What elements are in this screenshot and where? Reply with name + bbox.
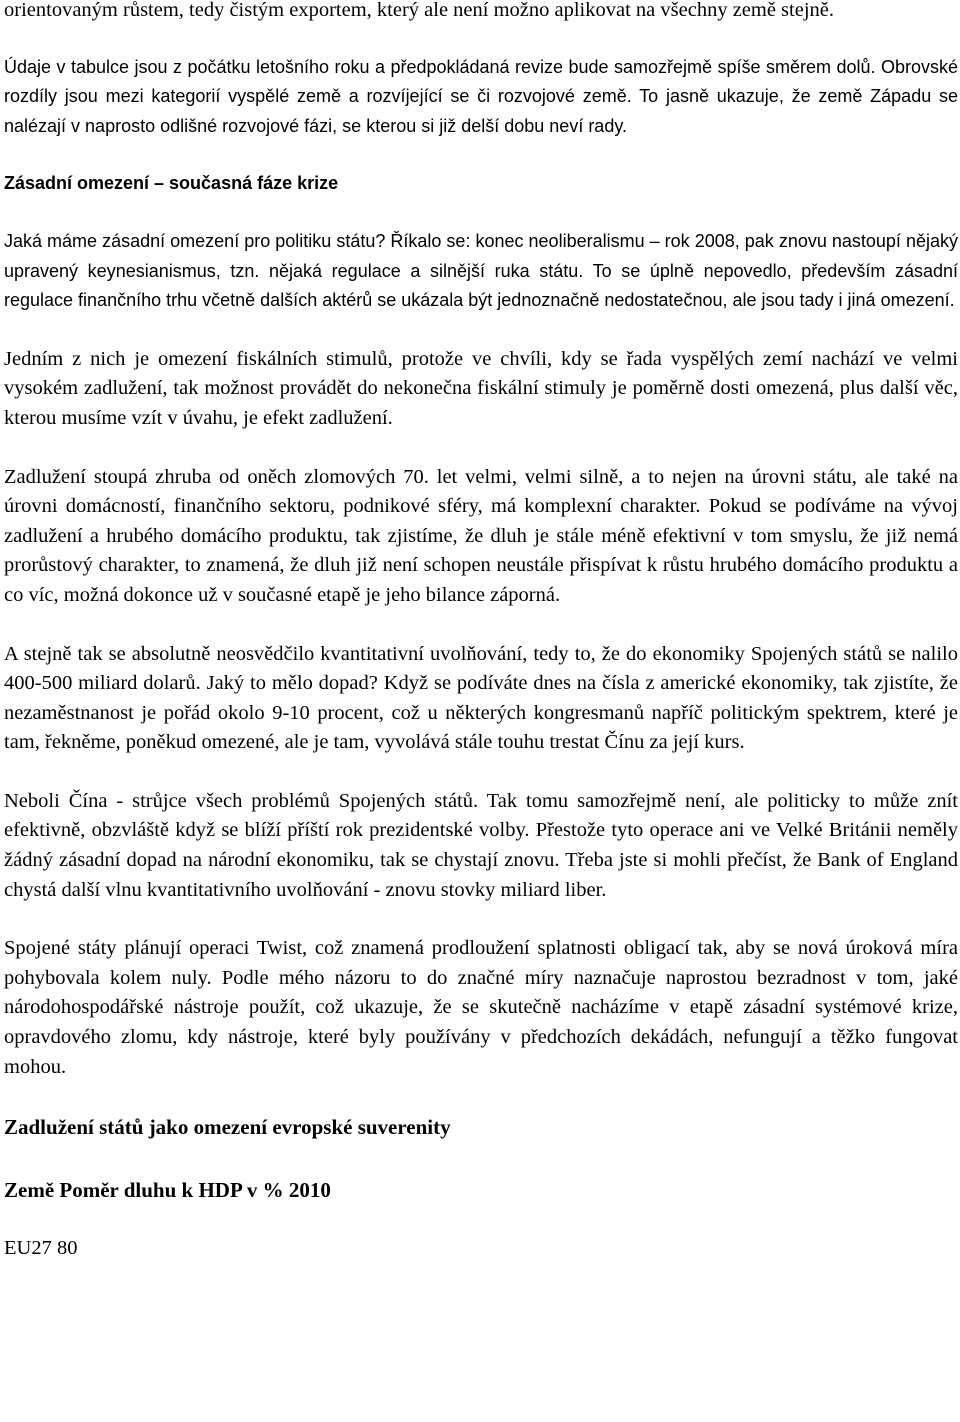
paragraph-operation-twist: Spojené státy plánují operaci Twist, což znamená prodloužení splatnosti obligací tak, aby se nová úroková míra pohybovala kolem nuly. Podle mého názoru to do značné míry naznačuje naprostou bezradnost v tom, jaké národohospodářské nástroje použít, což ukazuje, že se skutečně nacházíme v etapě zásadní systémové krize, opravdového zlomu, kdy nástroje, které byly používány v předchozích dekádách, nefungují a těžko fungovat mohou. bbox=[4, 937, 958, 1078]
document-page bbox=[4, 0, 958, 1264]
paragraph-table-data: Údaje v tabulce jsou z počátku letošního roku a předpokládaná revize bude samozřejmě spíše směrem dolů. Obrovské rozdíly jsou mezi kategorií vyspělé země a rozvíjející se či rozvojové země. To jasně ukazuje, že země Západu se nalézají v naprosto odlišné rozvojové fázi, se kterou si již delší dobu neví rady. bbox=[4, 56, 958, 136]
paragraph-china: Neboli Čína - strůjce všech problémů Spojených států. Tak tomu samozřejmě není, ale politicky to může znít efektivně, obzvláště když se blíží příští rok prezidentské volby. Přestože tyto operace ani ve Velké Británii neměly žádný zásadní dopad na národní ekonomiku, tak se chystají znovu. Třeba jste si mohli přečíst, že Bank of England chystá další vlnu kvantitativního uvolňování - znovu stovky miliard liber. bbox=[4, 789, 958, 901]
paragraph-state-policy: Jaká máme zásadní omezení pro politiku státu? Říkalo se: konec neoliberalismu – rok 2008, pak znovu nastoupí nějaký upravený keynesianismus, tzn. nějaká regulace a silnější ruka státu. To se úplně nepovedlo, především zásadní regulace finančního trhu včetně dalších aktérů se ukázala být jednoznačně nedostatečnou, ale jsou tady i jiná omezení. bbox=[4, 230, 958, 311]
table-row-eu27: EU27 80 bbox=[4, 1237, 78, 1260]
paragraph-debt-growth: Zadlužení stoupá zhruba od oněch zlomových 70. let velmi, velmi silně, a to nejen na úrovni státu, ale také na úrovni domácností, finančního sektoru, podnikové sféry, má komplexní charakter. Pokud se podíváme na vývoj zadlužení a hrubého domácího produktu, tak zjistíme, že dluh je stále méně efektivní v tom smyslu, že již nemá prorůstový charakter, to znamená, že dluh již není schopen neustále přispívat k růstu hrubého domácího produktu a co víc, možná dokonce už v současné etapě je jeho bilance záporná. bbox=[4, 465, 958, 606]
paragraph-intro-continuation: orientovaným růstem, tedy čistým exportem, který ale není možno aplikovat na všechny země stejně. bbox=[4, 0, 834, 21]
paragraph-quantitative-easing: A stejně tak se absolutně neosvědčilo kvantitativní uvolňování, tedy to, že do ekonomiky Spojených států se nalilo 400-500 miliard dolarů. Jaký to mělo dopad? Když se podíváte dnes na čísla z americké ekonomiky, tak zjistíte, že nezaměstnanost je pořád okolo 9-10 procent, což u některých kongresmanů napříč politickým spektrem, které je tam, řekněme, poněkud omezené, ale je tam, vyvolává stále touhu trestat Čínu za její kurs. bbox=[4, 642, 958, 754]
section-heading-debt-sovereignty: Zadlužení států jako omezení evropské suverenity bbox=[4, 1115, 451, 1140]
section-heading-fundamental-limits: Zásadní omezení – současná fáze krize bbox=[4, 173, 339, 194]
paragraph-fiscal-stimuli: Jedním z nich je omezení fiskálních stimulů, protože ve chvíli, kdy se řada vyspělých zemí nachází ve velmi vysokém zadlužení, tak možnost provádět do nekonečna fiskální stimuly je poměrně dosti omezená, plus další věc, kterou musíme vzít v úvahu, je efekt zadlužení. bbox=[4, 347, 958, 429]
table-header: Země Poměr dluhu k HDP v % 2010 bbox=[4, 1177, 331, 1202]
